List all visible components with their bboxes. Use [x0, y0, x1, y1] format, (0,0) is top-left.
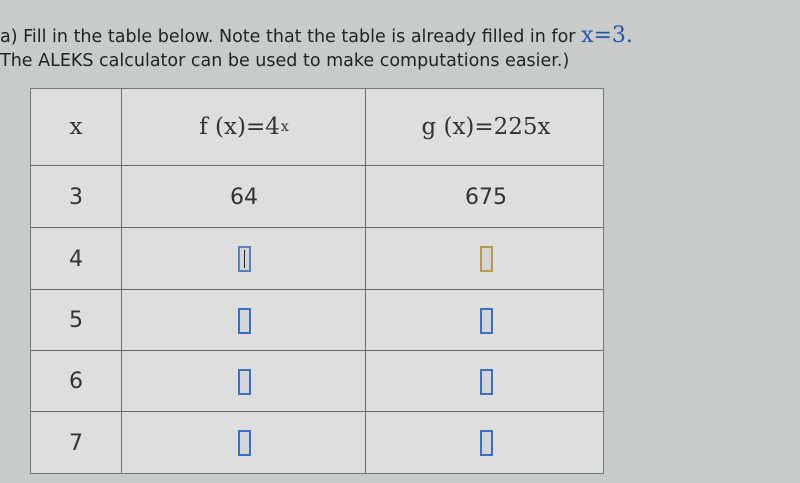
instructions-line-2: The ALEKS calculator can be used to make computations easier.): [0, 51, 570, 71]
instructions: [0, 24, 800, 73]
answer-input-f-5[interactable]: [238, 308, 251, 334]
row-g-cell: [367, 229, 605, 289]
answer-input-g-7[interactable]: [480, 430, 493, 456]
row-f-value: 64: [230, 184, 258, 210]
instructions-line-1: [0, 24, 800, 49]
answer-input-g-4[interactable]: [480, 246, 493, 272]
row-f-cell: [123, 229, 365, 289]
table-divider: [365, 89, 366, 473]
row-x-value: 3: [69, 184, 83, 210]
table-divider: [121, 89, 122, 473]
header-g: g (x)=225x: [421, 114, 551, 140]
row-f-cell: [123, 291, 365, 350]
row-g-cell: [367, 291, 605, 350]
row-g-cell: [367, 352, 605, 411]
table-divider: [31, 227, 603, 228]
table-divider: [31, 411, 603, 412]
answer-input-f-7[interactable]: [238, 430, 251, 456]
row-x-value: 4: [69, 246, 83, 272]
table-divider: [31, 289, 603, 290]
instructions-math-x: x=3.: [581, 23, 633, 48]
answer-input-g-5[interactable]: [480, 308, 493, 334]
row-x-value: 7: [69, 430, 83, 456]
answer-input-f-4[interactable]: [238, 246, 251, 272]
row-f-cell: [123, 413, 365, 473]
header-f-exponent: x: [280, 119, 289, 135]
answer-input-f-6[interactable]: [238, 369, 251, 395]
header-x: x: [69, 114, 83, 140]
row-f-cell: [123, 352, 365, 411]
instructions-line-1-text: a) Fill in the table below. Note that the table is already filled in for: [0, 27, 582, 47]
value-table: [30, 88, 604, 474]
row-x-value: 5: [69, 308, 83, 333]
row-g-cell: [367, 413, 605, 473]
table-divider: [31, 350, 603, 351]
header-f: [123, 89, 365, 165]
table-divider: [31, 165, 603, 166]
header-f-label: f (x)=4: [199, 114, 280, 140]
row-g-value: 675: [465, 184, 507, 210]
row-x-value: 6: [69, 369, 83, 394]
answer-input-g-6[interactable]: [480, 369, 493, 395]
